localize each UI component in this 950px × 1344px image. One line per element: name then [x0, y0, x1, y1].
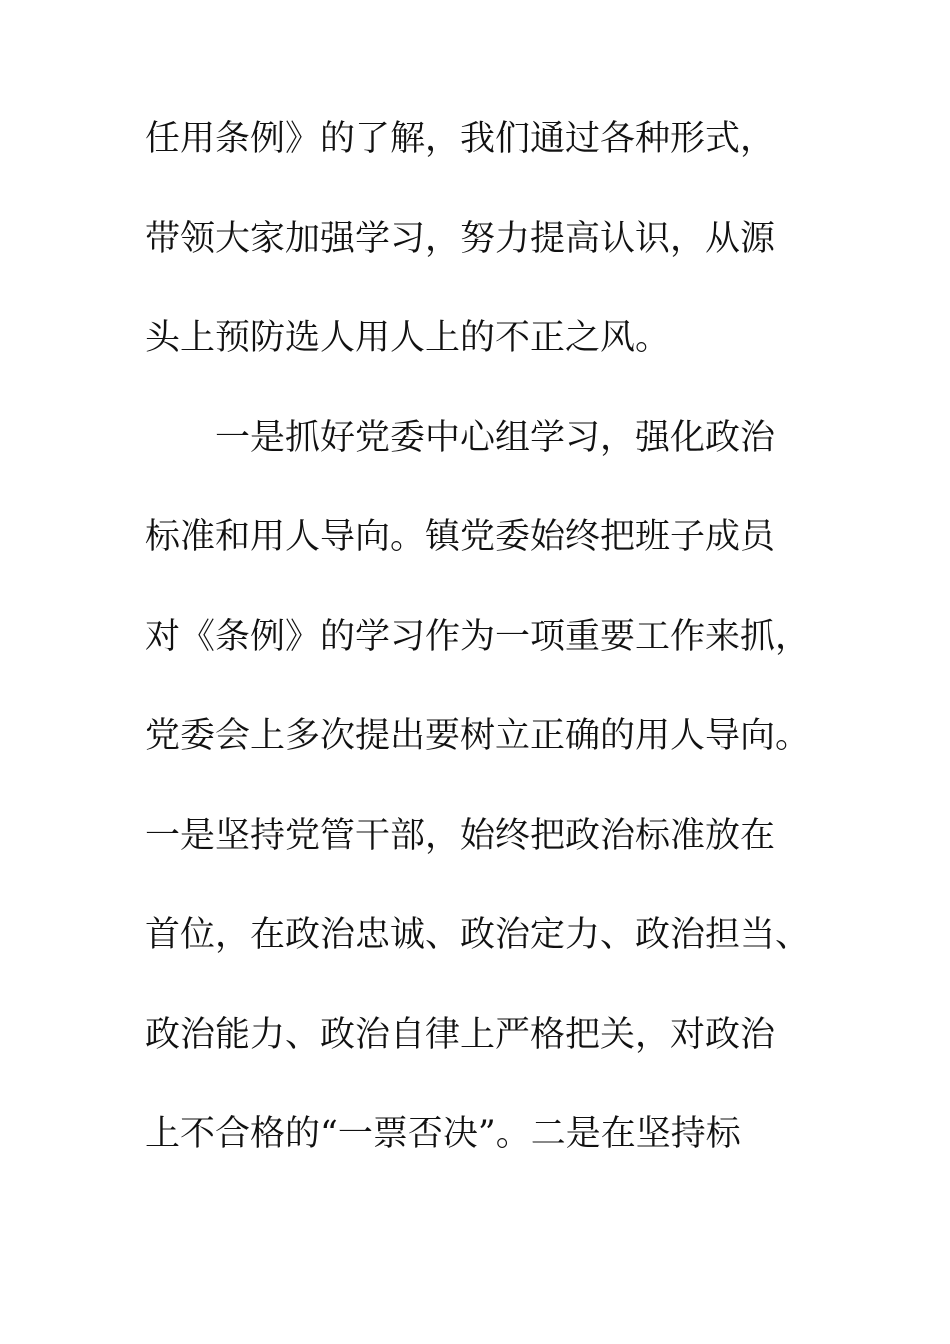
text-line-1: 任用条例》的了解，我们通过各种形式，	[145, 119, 776, 159]
text-line-10: 政治能力、政治自律上严格把关，对政治	[145, 1014, 776, 1055]
text-line-5: 标准和用人导向。镇党委始终把班子成员	[145, 517, 776, 557]
text-line-7: 党委会上多次提出要树立正确的用人导向。	[145, 716, 811, 756]
text-line-11: 上不合格的“一票否决”。二是在坚持标	[145, 1114, 741, 1154]
document-body	[145, 119, 825, 1217]
text-line-9: 首位，在政治忠诚、政治定力、政治担当、	[145, 915, 811, 955]
text-line-6: 对《条例》的学习作为一项重要工作来抓，	[145, 616, 811, 657]
text-line-4: 一是抓好党委中心组学习，强化政治	[215, 417, 776, 458]
text-line-3: 头上预防选人用人上的不正之风。	[145, 318, 671, 358]
text-line-8: 一是坚持党管干部，始终把政治标准放在	[145, 815, 776, 856]
text-line-2: 带领大家加强学习，努力提高认识，从源	[145, 218, 776, 259]
